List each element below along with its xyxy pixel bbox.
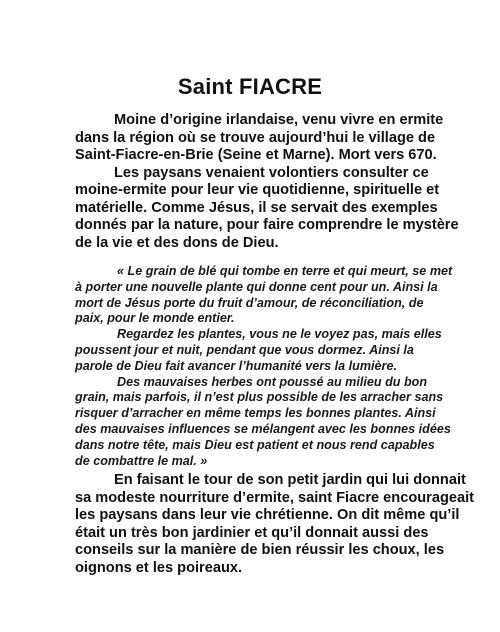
quote-line: de combattre le mal. » [75,453,208,468]
quote-line: paix, pour le monde entier. [75,311,235,326]
text-line: Saint-Fiacre-en-Brie (Seine et Marne). Mort vers 670. [75,147,437,163]
page-title: Saint FIACRE [177,74,323,99]
text-line: donnés par la nature, pour faire comprendre le mystère [75,217,459,233]
quote-line: risquer d’arracher en même temps les bonnes plantes. Ainsi [75,406,436,421]
quote-line: poussent jour et nuit, pendant que vous dormez. Ainsi la [75,342,414,357]
text-line: matérielle. Comme Jésus, il se servait des exemples [75,199,438,216]
quote-line: parole de Dieu fait avancer l’humanité vers la lumière. [75,358,397,373]
quote-line: « Le grain de blé qui tombe en terre et qui meurt, se met [117,264,453,278]
text-line: Moine d’origine irlandaise, venu vivre en ermite [114,112,444,128]
text-line: de la vie et des dons de Dieu. [75,234,279,251]
text-line: sa modeste nourriture d’ermite, saint Fiacre encourageait [75,489,475,506]
text-line: moine-ermite pour leur vie quotidienne, spirituelle et [75,182,440,198]
text-line: les paysans dans leur vie chrétienne. On dit même qu’il [75,507,460,523]
quote-line: Des mauvaises herbes ont poussé au milieu du bon [117,374,428,389]
intro-paragraphs [75,112,459,252]
outro-paragraph [75,472,475,577]
text-line: oignons et les poireaux. [75,559,243,576]
text-line: Les paysans venaient volontiers consulter ce [114,164,429,181]
quote-line: mort de Jésus porte du fruit d’amour, de réconciliation, de [75,295,424,310]
text-line: En faisant le tour de son petit jardin qui lui donnait [114,472,466,488]
text-line: conseils sur la manière de bien réussir les choux, les [75,542,445,558]
text-line: dans la région où se trouve aujourd’hui le village de [75,129,436,146]
quote-line: à porter une nouvelle plante qui donne cent pour un. Ainsi la [75,279,438,294]
quote-block [75,264,475,469]
quote-line: dans notre tête, mais Dieu est patient et nous rend capables [75,437,435,452]
quote-line: Regardez les plantes, vous ne le voyez pas, mais elles [117,327,442,342]
text-line: était un très bon jardinier et qu’il donnait aussi des [75,524,429,541]
quote-line: des mauvaises influences se mélangent avec les bonnes idées [75,421,451,436]
quote-line: grain, mais parfois, il n’est plus possible de les arracher sans [75,390,444,405]
